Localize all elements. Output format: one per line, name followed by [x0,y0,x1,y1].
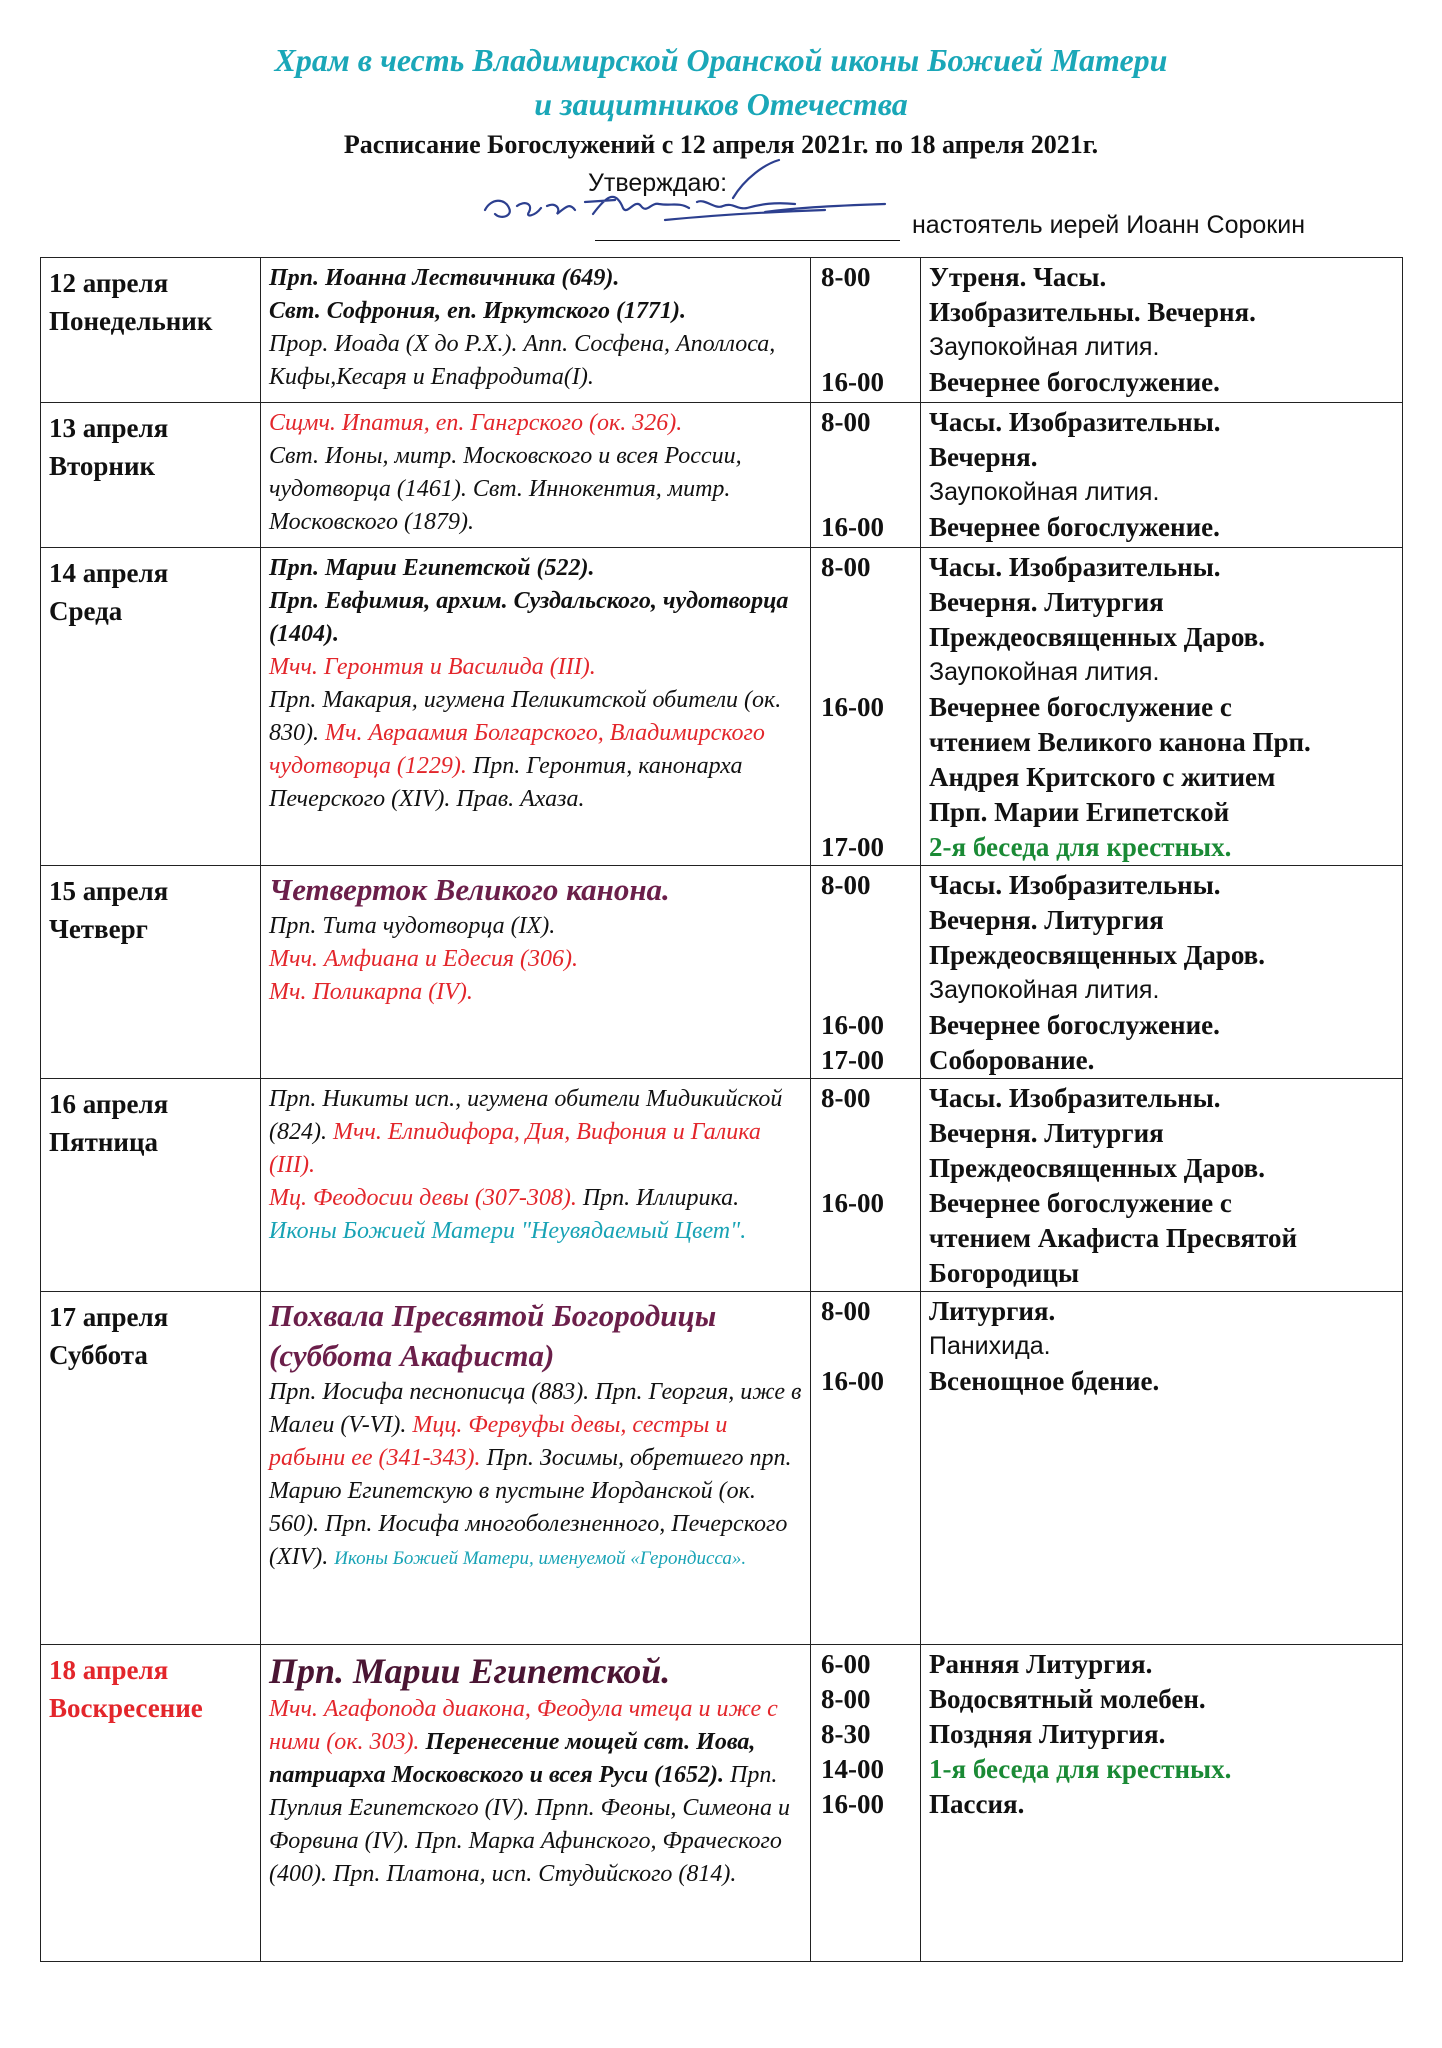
saints-cell [261,866,811,1079]
schedule-table [40,257,1403,1962]
service-name: Водосвятный молебен. [929,1684,1206,1714]
saint-text: Прп. Геронтия, канонарха Печерского (XIV). Прав. Ахаза. [269,753,743,812]
service-cell [921,1292,1403,1645]
service-time: 8-00 [821,262,871,292]
saints-text [261,866,810,1009]
date-cell [41,866,261,1079]
saint-entry [269,651,804,684]
service-time: 16-00 [821,1789,884,1819]
saint-text: Мчч. Агафопода диакона, Феодула чтеца и иже с ними (ок. 303). [269,1696,778,1755]
time-gap [821,295,916,330]
date-label: 12 апреля [49,268,169,298]
time-gap [821,760,916,795]
service-name: чтением Акафиста Пресвятой [929,1223,1298,1253]
saints-cell [261,1079,811,1292]
time-gap [821,1116,916,1151]
saint-entry [269,976,804,1009]
services-list [921,1079,1402,1291]
time-gap [821,330,916,365]
saint-entry [269,943,804,976]
table-row [41,403,1403,548]
services-list [921,403,1402,545]
time-gap [821,903,916,938]
date-label: 16 апреля [49,1089,169,1119]
date-cell [41,403,261,548]
saints-text [261,1292,810,1575]
service-name: Всенощное бдение. [929,1366,1160,1396]
service-name: Вечернее богослужение с [929,692,1232,722]
service-name: 1-я беседа для крестных. [929,1754,1232,1784]
service-name: Вечернее богослужение. [929,367,1220,397]
day-date [41,403,260,485]
saints-cell [261,403,811,548]
saint-text: Прп. Зосимы, обретшего прп. Марию Египетскую в пустыне Иорданской (ок. 560). Прп. Иосифа многоболезненного, Печерского (XIV). [269,1445,792,1570]
service-name: Вечерня. Литургия [929,1118,1164,1148]
service-cell [921,1079,1403,1292]
time-cell [811,258,921,403]
saint-text: Мч. Поликарпа (IV). [269,979,473,1005]
services-list [921,1292,1402,1399]
time-gap [821,655,916,690]
table-row [41,866,1403,1079]
service-times [811,1645,920,1822]
saints-text [261,1079,810,1248]
date-label: 18 апреля [49,1655,169,1685]
day-date [41,258,260,340]
service-name: Преждеосвященных Даров. [929,1153,1266,1183]
time-cell [811,866,921,1079]
feast-title: Похвала Пресвятой Богородицы (суббота Акафиста) [269,1298,717,1373]
schedule-subtitle: Расписание Богослужений с 12 апреля 2021г. по 18 апреля 2021г. [343,130,1099,159]
saints-text [261,403,810,539]
service-name: Вечерня. [929,442,1038,472]
service-time: 17-00 [821,832,884,862]
saint-text: Мчч. Амфиана и Едесия (306). [269,946,579,972]
day-date [41,1079,260,1161]
service-time: 8-00 [821,1083,871,1113]
weekday-label: Понедельник [49,306,213,336]
date-cell [41,548,261,866]
services-list [921,548,1402,865]
saint-text: Сщмч. Ипатия, еп. Гангрского (ок. 326). [269,410,683,436]
saint-text: Прор. Иоада (X до Р.Х.). Апп. Сосфена, Аполлоса, Кифы,Кесаря и Епафродита(I). [269,331,776,390]
service-name: Преждеосвященных Даров. [929,622,1266,652]
feast-title: Прп. Марии Египетской. [269,1651,671,1691]
service-name: Часы. Изобразительны. [929,870,1221,900]
service-cell [921,258,1403,403]
saint-entry [269,328,804,394]
service-name: Заупокойная лития. [929,658,1160,686]
service-name: Соборование. [929,1045,1095,1075]
service-name: Утреня. Часы. [929,262,1107,292]
saint-entry [269,552,804,585]
saint-entry [269,295,804,328]
service-name: Андрея Критского с житием [929,762,1276,792]
service-name: Пассия. [929,1789,1025,1819]
saints-text [261,548,810,816]
service-time: 16-00 [821,1188,884,1218]
saint-entry [269,1693,804,1891]
service-times [811,1292,920,1399]
service-times [811,1079,920,1221]
saint-text: Прп. Пуплия Египетского (IV). Прпп. Феоны, Симеона и Форвина (IV). Прп. Марка Афинского, Фрачеcкого (400). Прп. Платона, исп. Студийского (814). [269,1762,790,1887]
saint-text: Мц. Феодосии девы (307-308). [269,1185,577,1211]
day-date [41,1645,260,1727]
service-name: Богородицы [929,1258,1080,1288]
service-name: Часы. Изобразительны. [929,552,1221,582]
service-time: 8-00 [821,870,871,900]
service-name: Преждеосвященных Даров. [929,940,1266,970]
saint-entry [269,585,804,651]
service-time: 17-00 [821,1045,884,1075]
saints-cell [261,1292,811,1645]
service-times [811,548,920,865]
time-cell [811,403,921,548]
saint-entry [269,684,804,816]
saint-text: Прп. Тита чудотворца (IX). [269,913,556,939]
service-name: Заупокойная лития. [929,478,1160,506]
service-name: чтением Великого канона Прп. [929,727,1311,757]
saint-text: Прп. Марии Египетской (522). [269,555,595,581]
time-cell [811,548,921,866]
services-list [921,866,1402,1078]
saint-entry [269,407,804,440]
service-cell [921,548,1403,866]
time-gap [821,973,916,1008]
saint-entry [269,262,804,295]
saint-entry [269,1376,804,1575]
service-name: Вечернее богослужение с [929,1188,1232,1218]
time-gap [821,795,916,830]
service-time: 14-00 [821,1754,884,1784]
time-cell [811,1292,921,1645]
day-date [41,548,260,630]
service-time: 16-00 [821,692,884,722]
weekday-label: Пятница [49,1127,159,1157]
service-cell [921,866,1403,1079]
saint-entry [269,910,804,943]
service-time: 8-00 [821,1684,871,1714]
date-label: 14 апреля [49,558,169,588]
saint-entry [269,1182,804,1248]
time-cell [811,1079,921,1292]
saint-text-red: Мч. Авраамия Болгарского, Владимирского чудотворца (1229). [269,720,765,779]
service-time: 16-00 [821,512,884,542]
time-gap [821,585,916,620]
time-gap [821,440,916,475]
saint-text: Прп. Макария, игумена Пеликитской обители (ок. 830). [269,687,782,746]
service-name: Ранняя Литургия. [929,1649,1153,1679]
saints-cell [261,548,811,866]
weekday-label: Среда [49,596,123,626]
saints-cell [261,1645,811,1962]
service-time: 8-00 [821,407,871,437]
services-list [921,1645,1402,1822]
services-list [921,258,1402,400]
saints-text [261,258,810,394]
date-label: 17 апреля [49,1302,169,1332]
weekday-label: Вторник [49,451,156,481]
table-row [41,1645,1403,1962]
service-name: Поздняя Литургия. [929,1719,1166,1749]
service-time: 16-00 [821,1010,884,1040]
table-row [41,258,1403,403]
service-name: Часы. Изобразительны. [929,1083,1221,1113]
feast-title: Четверток Великого канона. [269,872,670,907]
date-label: 13 апреля [49,413,169,443]
service-times [811,403,920,545]
signature-icon [465,158,905,240]
time-gap [821,1329,916,1364]
saint-text-bold: Перенесение мощей свт. Иова, патриарха Московского и всея Руси (1652). [269,1729,756,1788]
saint-text: Мчч. Геронтия и Василида (III). [269,654,596,680]
saint-entry [269,1083,804,1182]
saint-text-red: Мчч. Елпидифора, Дия, Вифония и Галика (III). [269,1119,761,1178]
saint-text-red: Мцц. Фервуфы девы, сестры и рабыни ее (341-343). [269,1412,728,1471]
service-name: Прп. Марии Египетской [929,797,1230,827]
service-times [811,866,920,1078]
date-cell [41,258,261,403]
saint-entry [269,440,804,539]
date-label: 15 апреля [49,876,169,906]
service-name: Вечернее богослужение. [929,1010,1220,1040]
time-gap [821,1151,916,1186]
church-title-line2: и защитников Отечества [534,86,908,122]
service-name: Часы. Изобразительны. [929,407,1221,437]
service-name: 2-я беседа для крестных. [929,832,1232,862]
service-name: Изобразительны. Вечерня. [929,297,1256,327]
service-time: 8-00 [821,1296,871,1326]
icon-commemoration: Иконы Божией Матери "Неувядаемый Цвет". [269,1218,747,1244]
service-times [811,258,920,400]
church-title-line1: Храм в честь Владимирской Оранской иконы Божией Матери [274,42,1168,78]
table-row [41,1292,1403,1645]
saints-cell [261,258,811,403]
weekday-label: Суббота [49,1340,148,1370]
service-time: 6-00 [821,1649,871,1679]
saints-text [261,1645,810,1891]
service-time: 16-00 [821,367,884,397]
time-gap [821,475,916,510]
service-time: 8-00 [821,552,871,582]
saint-text: Прп. Евфимия, архим. Суздальского, чудотворца (1404). [269,588,789,647]
time-gap [821,725,916,760]
icon-commemoration: Иконы Божией Матери, именуемой «Герондисса». [334,1548,747,1569]
saint-text: Прп. Иоанна Лествичника (649). [269,265,620,291]
rector-name: настоятель иерей Иоанн Сорокин [912,211,1306,239]
service-name: Вечерня. Литургия [929,905,1164,935]
service-name: Панихида. [929,1332,1051,1360]
time-cell [811,1645,921,1962]
service-cell [921,403,1403,548]
service-cell [921,1645,1403,1962]
service-name: Литургия. [929,1296,1056,1326]
service-time: 16-00 [821,1366,884,1396]
saint-text: Свт. Ионы, митр. Московского и всея России, чудотворца (1461). Свт. Иннокентия, митр. Московского (1879). [269,443,742,535]
service-name: Заупокойная лития. [929,333,1160,361]
date-cell [41,1292,261,1645]
time-gap [821,620,916,655]
table-row [41,1079,1403,1292]
service-name: Заупокойная лития. [929,976,1160,1004]
weekday-label: Четверг [49,914,148,944]
table-row [41,548,1403,866]
service-name: Вечернее богослужение. [929,512,1220,542]
saint-text: Прп. Никиты исп., игумена обители Мидикийской (824). [269,1086,783,1145]
service-time: 8-30 [821,1719,871,1749]
day-date [41,1292,260,1374]
saint-text: Прп. Иосифа песнописца (883). Прп. Георгия, иже в Малеи (V-VI). [269,1379,802,1438]
saint-text: Свт. Софрония, еп. Иркутского (1771). [269,298,686,324]
signature-line [595,240,900,241]
day-date [41,866,260,948]
approve-label: Утверждаю: [588,169,728,197]
time-gap [821,938,916,973]
service-name: Вечерня. Литургия [929,587,1164,617]
weekday-label: Воскресение [49,1693,203,1723]
saint-text: Прп. Иллирика. [576,1185,740,1211]
date-cell [41,1079,261,1292]
date-cell [41,1645,261,1962]
